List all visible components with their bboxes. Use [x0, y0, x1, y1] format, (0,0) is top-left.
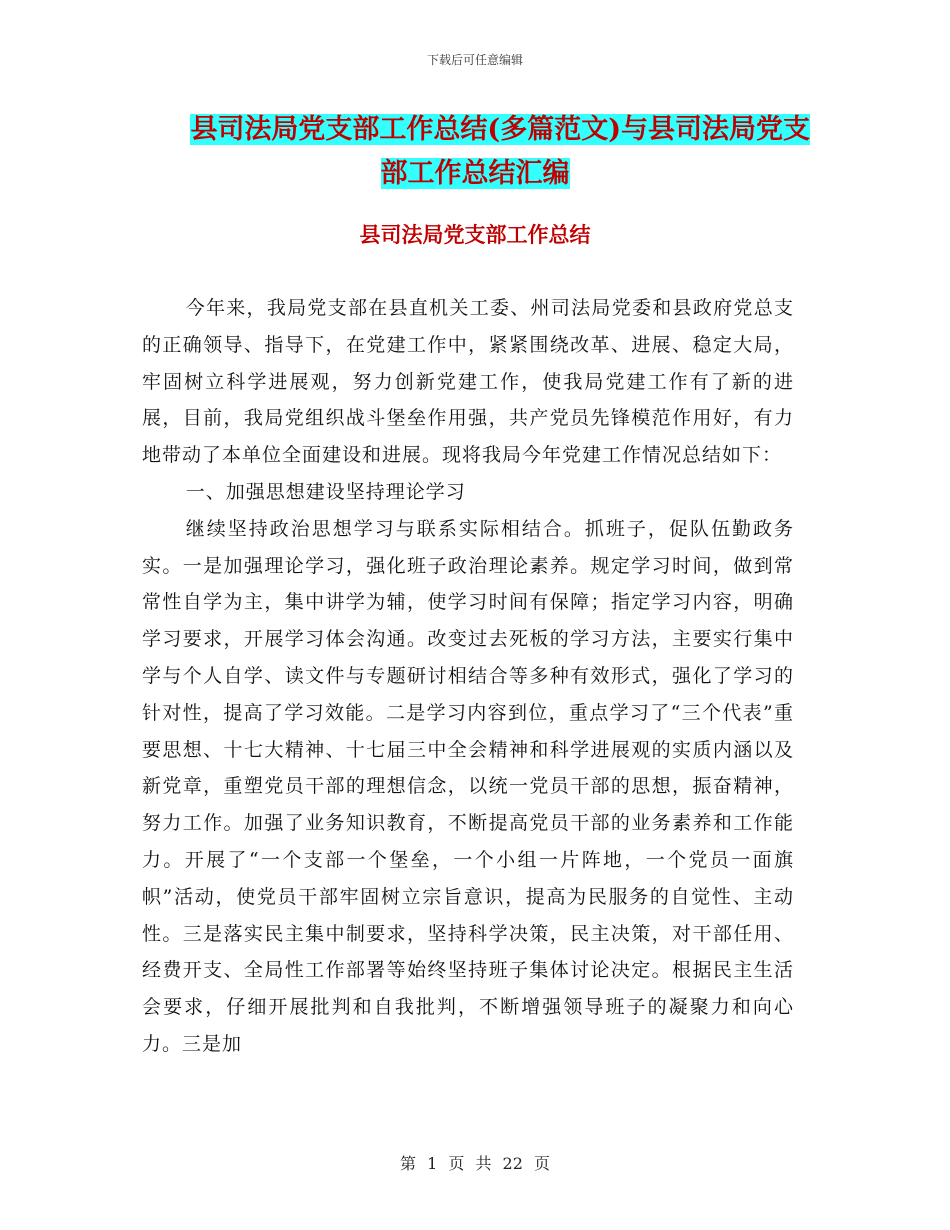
page-number: 第 1 页 共 22 页: [400, 1154, 550, 1173]
paragraph-intro: 今年来，我局党支部在县直机关工委、州司法局党委和县政府党总支的正确领导、指导下，在党建工作中，紧紧围绕改革、进展、稳定大局，牢固树立科学进展观，努力创新党建工作，使我局党建工作有了新的进展，目前，我局党组织战斗堡垒作用强，共产党员先锋模范作用好，有力地带动了本单位全面建设和进展。现将我局今年党建工作情况总结如下：: [142, 297, 794, 467]
document-body: [142, 290, 794, 1063]
heading-one: 一、加强思想建设坚持理论学习: [185, 480, 466, 503]
document-title-line-1: [140, 112, 810, 148]
page-header: 下载后可任意编辑: [426, 53, 523, 67]
document-title-line-2: [140, 156, 810, 192]
title-highlight-2: 部工作总结汇编: [380, 158, 570, 189]
title-highlight-1: 县司法局党支部工作总结(多篇范文)与县司法局党支: [190, 114, 810, 145]
paragraph-study: 继续坚持政治思想学习与联系实际相结合。抓班子，促队伍勤政务实。一是加强理论学习，强化班子政治理论素养。规定学习时间，做到常常性自学为主，集中讲学为辅，使学习时间有保障；指定学习内容，明确学习要求，开展学习体会沟通。改变过去死板的学习方法，主要实行集中学与个人自学、读文件与专题研讨相结合等多种有效形式，强化了学习的针对性，提高了学习效能。二是学习内容到位，重点学习了“三个代表”重要思想、十七大精神、十七届三中全会精神和科学进展观的实质内涵以及新党章，重塑党员干部的理想信念，以统一党员干部的思想，振奋精神，努力工作。加强了业务知识教育，不断提高党员干部的业务素养和工作能力。开展了“一个支部一个堡垒，一个小组一片阵地，一个党员一面旗帜”活动，使党员干部牢固树立宗旨意识，提高为民服务的自觉性、主动性。三是落实民主集中制要求，坚持科学决策，民主决策，对干部任用、经费开支、全局性工作部署等始终坚持班子集体讨论决定。根据民主生活会要求，仔细开展批判和自我批判，不断增强领导班子的凝聚力和向心力。三是加: [142, 517, 794, 1055]
section-title: 县司法局党支部工作总结: [359, 222, 591, 247]
